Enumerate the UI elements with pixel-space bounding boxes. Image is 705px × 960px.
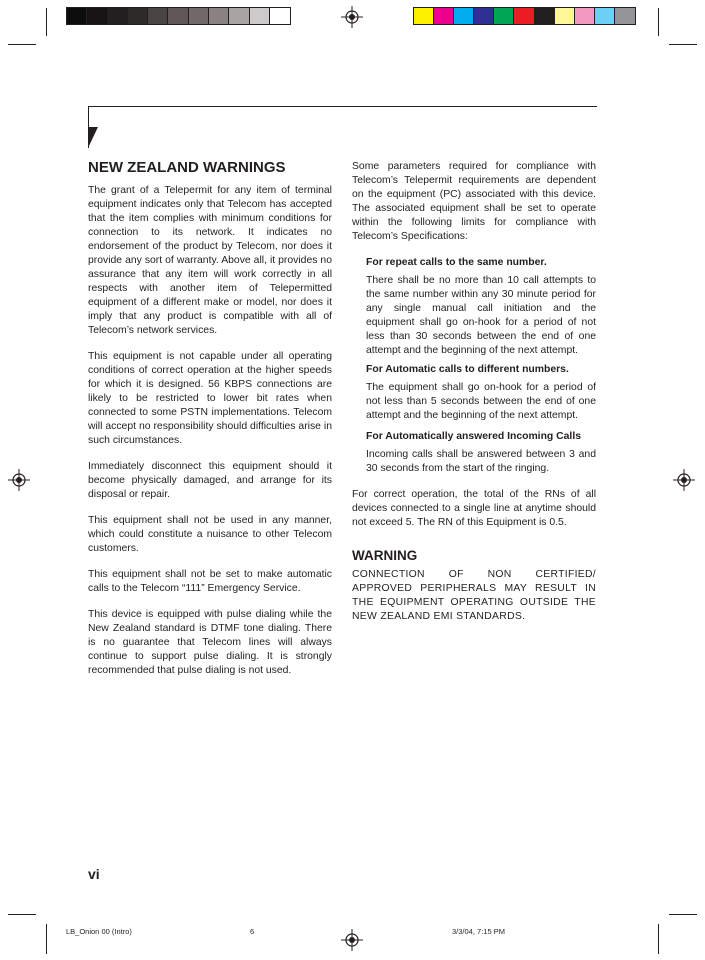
footer-page: 6 bbox=[250, 927, 255, 936]
paragraph-telepermit: The grant of a Telepermit for any item of terminal equipment indicates only that Telecom has accepted that the item complies with minimum conditions for connection to its network. It indicates no endorsement of the product by Telecom, nor does it provide any sort of warranty. Above all, it provides no assurance that any item will work correctly in all respects with another item of Telepermitted equipment of a different make or model, nor does it imply that any product is compatible with all of Telecom’s network services. bbox=[88, 185, 332, 336]
warning-text: CONNECTION OF NON CERTIFIED/ APPROVED PERIPHERALS MAY RESULT IN THE EQUIPMENT OPERATING OUTSIDE THE NEW ZEALAND EMI STANDARDS. bbox=[352, 569, 596, 622]
limit-title: For Automatic calls to different numbers. bbox=[366, 364, 569, 375]
crop-mark bbox=[658, 8, 659, 36]
footer-file-name: LB_Onion 00 (Intro) bbox=[66, 927, 132, 936]
grayscale-color-bar bbox=[66, 7, 291, 25]
color-swatch bbox=[189, 8, 209, 24]
color-swatch bbox=[229, 8, 249, 24]
color-swatch bbox=[250, 8, 270, 24]
color-swatch bbox=[555, 8, 575, 24]
color-swatch bbox=[108, 8, 128, 24]
page-number: vi bbox=[88, 866, 100, 882]
right-column bbox=[352, 160, 596, 636]
color-swatch bbox=[414, 8, 434, 24]
crop-mark bbox=[46, 924, 47, 954]
limit-title: For repeat calls to the same number. bbox=[366, 257, 547, 268]
color-swatch bbox=[575, 8, 595, 24]
process-color-bar bbox=[413, 7, 636, 25]
section-heading: NEW ZEALAND WARNINGS bbox=[88, 159, 286, 176]
color-swatch bbox=[148, 8, 168, 24]
crop-mark bbox=[669, 44, 697, 45]
paragraph-nuisance: This equipment shall not be used in any manner, which could constitute a nuisance to other Telecom customers. bbox=[88, 515, 332, 554]
crop-mark bbox=[658, 924, 659, 954]
color-swatch bbox=[128, 8, 148, 24]
crop-mark bbox=[46, 8, 47, 36]
color-swatch bbox=[514, 8, 534, 24]
color-swatch bbox=[434, 8, 454, 24]
paragraph-rn: For correct operation, the total of the RNs of all devices connected to a single line at anytime should not exceed 5. The RN of this Equipment is 0.5. bbox=[352, 489, 596, 528]
color-swatch bbox=[270, 8, 290, 24]
section-tab-marker bbox=[88, 127, 98, 148]
color-swatch bbox=[474, 8, 494, 24]
color-swatch bbox=[67, 8, 87, 24]
color-swatch bbox=[615, 8, 635, 24]
registration-target-icon bbox=[341, 929, 363, 951]
left-column bbox=[88, 159, 332, 690]
limit-text: Incoming calls shall be answered between 3 and 30 seconds from the start of the ringing. bbox=[366, 449, 596, 474]
header-rule bbox=[88, 106, 597, 107]
registration-target-icon bbox=[341, 6, 363, 28]
paragraph-pulse-dialing: This device is equipped with pulse dialing while the New Zealand standard is DTMF tone dialing. There is no guarantee that Telecom lines will always continue to support pulse dialing. It is strongly recommended that pulse dialing is not used. bbox=[88, 609, 332, 676]
limit-text: There shall be no more than 10 call attempts to the same number within any 30 minute period for any single manual call initiation and the equipment shall go on-hook for a period of not less than 30 seconds between the end of one attempt and the beginning of the next attempt. bbox=[366, 275, 596, 356]
color-swatch bbox=[87, 8, 107, 24]
paragraph-disconnect: Immediately disconnect this equipment should it become physically damaged, and arrange for its disposal or repair. bbox=[88, 461, 332, 500]
paragraph-parameters: Some parameters required for compliance with Telecom’s Telepermit requirements are dependent on the equipment (PC) associated with this device. The associated equipment shall be set to operate within the following limits for compliance with Telecom’s Specifications: bbox=[352, 161, 596, 242]
crop-mark bbox=[8, 914, 36, 915]
crop-mark bbox=[8, 44, 36, 45]
registration-target-icon bbox=[673, 469, 695, 491]
color-swatch bbox=[535, 8, 555, 24]
crop-mark bbox=[669, 914, 697, 915]
color-swatch bbox=[209, 8, 229, 24]
color-swatch bbox=[494, 8, 514, 24]
paragraph-emergency: This equipment shall not be set to make automatic calls to the Telecom “111” Emergency Service. bbox=[88, 569, 332, 594]
color-swatch bbox=[168, 8, 188, 24]
warning-heading: WARNING bbox=[352, 548, 418, 563]
color-swatch bbox=[595, 8, 615, 24]
limit-title: For Automatically answered Incoming Calls bbox=[366, 431, 581, 442]
registration-target-icon bbox=[8, 469, 30, 491]
limit-text: The equipment shall go on-hook for a period of not less than 5 seconds between the end of one attempt and the beginning of the next attempt. bbox=[366, 382, 596, 421]
color-swatch bbox=[454, 8, 474, 24]
footer-date: 3/3/04, 7:15 PM bbox=[452, 927, 505, 936]
paragraph-speed: This equipment is not capable under all operating conditions of correct operation at the higher speeds for which it is designed. 56 KBPS connections are likely to be restricted to lower bit rates when connected to some PSTN implementations. Telecom will accept no responsibility should difficulties arise in such circumstances. bbox=[88, 351, 332, 446]
